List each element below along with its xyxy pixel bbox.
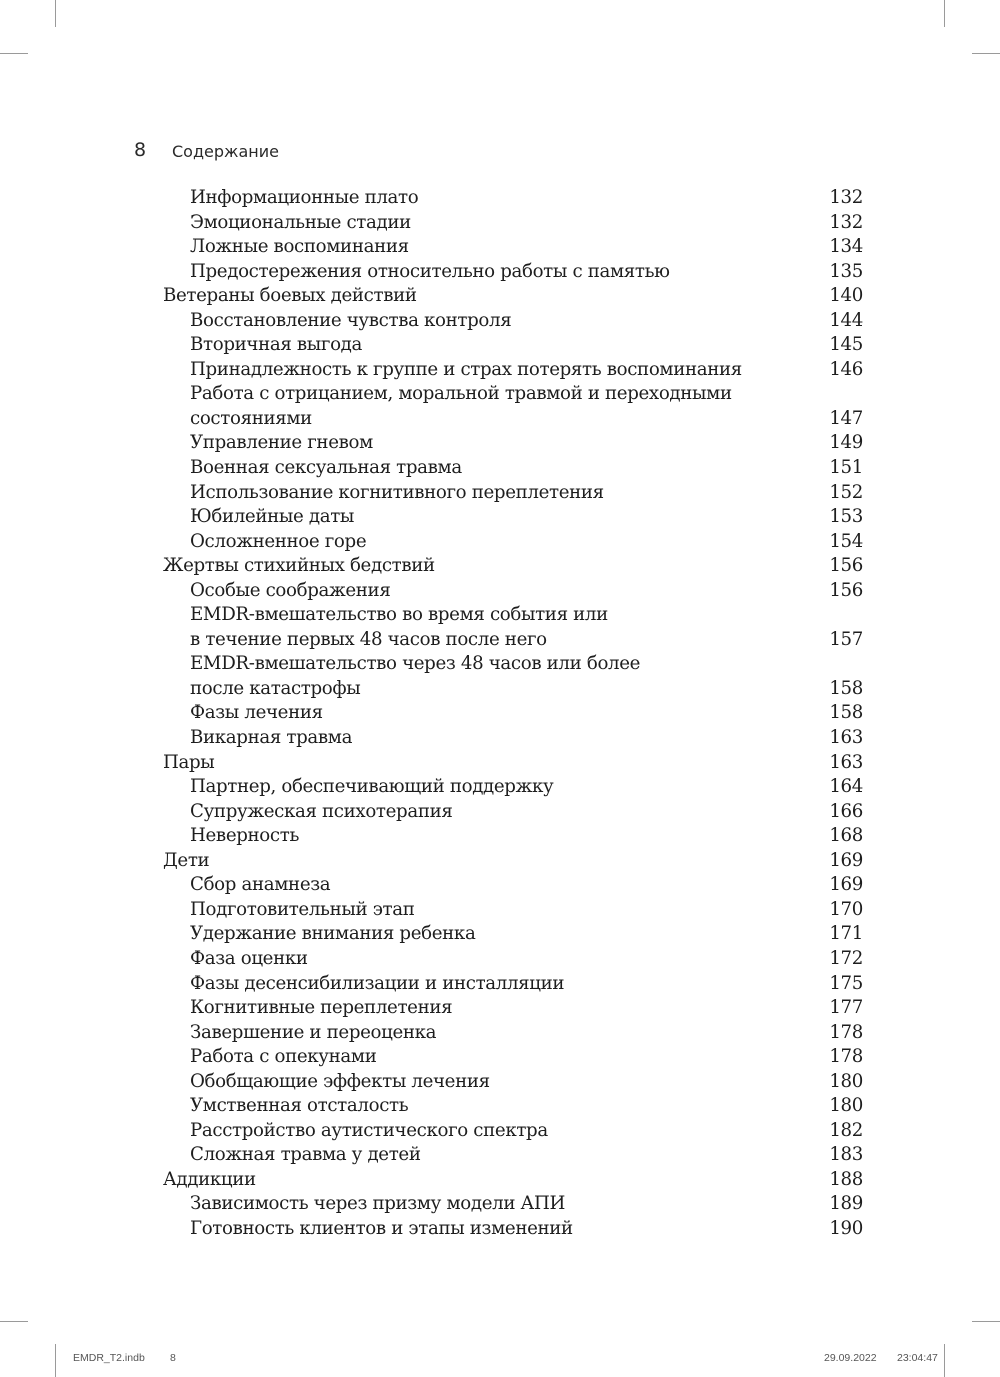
toc-entry-page: 157 [829,628,863,650]
toc-entry-label: Сбор анамнеза [190,874,331,896]
toc-entry-page: 168 [829,825,863,847]
toc-entry-label: EMDR-вмешательство во время события или [190,604,608,626]
toc-entry-label: Фаза оценки [190,947,308,969]
toc-entry-page: 156 [829,555,863,577]
toc-subsection-entry [163,505,863,530]
toc-subsection-entry [163,211,863,236]
toc-entry-page: 178 [829,1021,863,1043]
toc-entry-page: 189 [829,1193,863,1215]
toc-subsection-entry [163,260,863,285]
slug-date: 29.09.2022 [824,1352,877,1364]
slug-file-name: EMDR_T2.indb [73,1352,145,1364]
running-head-title: Содержание [172,142,279,161]
toc-subsection-entry [163,947,863,972]
toc-entry-page: 190 [829,1217,863,1239]
toc-subsection-entry [163,579,863,604]
toc-subsection-entry [163,1021,863,1046]
toc-entry-label: Удержание внимания ребенка [190,923,476,945]
toc-entry-label: Викарная травма [190,727,353,749]
toc-entry-page: 178 [829,1046,863,1068]
toc-subsection-entry [163,1094,863,1119]
toc-entry-label: Обобщающие эффекты лечения [190,1070,490,1092]
toc-entry-label: Жертвы стихийных бедствий [163,555,435,577]
toc-entry-label: EMDR-вмешательство через 48 часов или более [190,653,641,675]
crop-mark-top-left-vertical [55,0,56,27]
toc-entry-label: Управление гневом [190,432,373,454]
toc-entry-page: 158 [829,677,863,699]
toc-entry-label: Фазы лечения [190,702,323,724]
toc-entry-page: 188 [829,1168,863,1190]
toc-entry-label: Партнер, обеспечивающий поддержку [190,776,554,798]
toc-subsection-entry [163,1143,863,1168]
toc-subsection-entry [163,677,863,702]
toc-entry-page: 151 [829,457,863,479]
toc-subsection-entry [163,775,863,800]
toc-entry-label: Сложная травма у детей [190,1144,421,1166]
toc-subsection-entry [163,333,863,358]
toc-section-entry [163,849,863,874]
toc-subsection-entry [163,628,863,653]
crop-mark-top-left-horizontal [0,53,28,54]
toc-subsection-entry [163,407,863,432]
toc-entry-label: Ветераны боевых действий [163,285,417,307]
toc-subsection-entry [163,382,863,407]
toc-section-entry [163,554,863,579]
toc-subsection-entry [163,1217,863,1242]
toc-entry-page: 180 [829,1095,863,1117]
toc-entry-label: Пары [163,751,215,773]
toc-entry-label: Эмоциональные стадии [190,211,411,233]
toc-entry-label: Принадлежность к группе и страх потерять воспоминания [190,358,742,380]
toc-entry-page: 172 [829,947,863,969]
toc-entry-label: Ложные воспоминания [190,236,409,258]
toc-subsection-entry [163,186,863,211]
toc-section-entry [163,751,863,776]
toc-subsection-entry [163,530,863,555]
toc-entry-page: 182 [829,1119,863,1141]
toc-entry-page: 158 [829,702,863,724]
toc-entry-page: 175 [829,972,863,994]
toc-subsection-entry [163,1192,863,1217]
toc-subsection-entry [163,235,863,260]
toc-subsection-entry [163,898,863,923]
toc-subsection-entry [163,726,863,751]
toc-entry-page: 154 [829,530,863,552]
toc-entry-label: Завершение и переоценка [190,1021,437,1043]
toc-entry-label: после катастрофы [190,677,361,699]
toc-entry-label: Дети [163,849,210,871]
toc-subsection-entry [163,1119,863,1144]
slug-time: 23:04:47 [897,1352,938,1364]
toc-entry-page: 166 [829,800,863,822]
page-number: 8 [134,139,147,161]
toc-entry-label: Зависимость через призму модели АПИ [190,1193,565,1215]
toc-entry-label: Работа с опекунами [190,1046,377,1068]
toc-subsection-entry [163,603,863,628]
toc-entry-page: 183 [829,1144,863,1166]
toc-entry-label: Вторичная выгода [190,334,363,356]
toc-entry-label: состояниями [190,407,312,429]
toc-entry-label: Информационные плато [190,187,419,208]
toc-subsection-entry [163,701,863,726]
toc-subsection-entry [163,873,863,898]
toc-entry-page: 140 [829,285,863,307]
crop-mark-top-right-vertical [944,0,945,27]
crop-mark-bottom-right-vertical [944,1344,945,1377]
toc-entry-label: Военная сексуальная травма [190,457,462,479]
toc-entry-page: 164 [829,776,863,798]
toc-subsection-entry [163,456,863,481]
toc-subsection-entry [163,824,863,849]
toc-subsection-entry [163,652,863,677]
crop-mark-bottom-right-horizontal [972,1321,1000,1322]
toc-subsection-entry [163,309,863,334]
toc-subsection-entry [163,481,863,506]
toc-entry-label: Готовность клиентов и этапы изменений [190,1217,573,1239]
toc-subsection-entry [163,996,863,1021]
toc-entry-label: Работа с отрицанием, моральной травмой и переходными [190,383,732,405]
toc-entry-page: 144 [829,309,863,331]
toc-entry-page: 132 [829,187,863,208]
toc-entry-page: 163 [829,727,863,749]
toc-entry-label: Осложненное горе [190,530,367,552]
table-of-contents [163,186,863,1242]
toc-entry-label: Когнитивные переплетения [190,997,453,1019]
toc-entry-label: в течение первых 48 часов после него [190,628,547,650]
toc-entry-page: 153 [829,506,863,528]
toc-entry-page: 171 [829,923,863,945]
toc-subsection-entry [163,431,863,456]
toc-entry-page: 152 [829,481,863,503]
toc-entry-page: 169 [829,874,863,896]
toc-subsection-entry [163,922,863,947]
toc-entry-label: Восстановление чувства контроля [190,309,512,331]
toc-entry-label: Предостережения относительно работы с памятью [190,260,670,282]
crop-mark-bottom-left-horizontal [0,1321,28,1322]
toc-subsection-entry [163,972,863,997]
toc-entry-label: Супружеская психотерапия [190,800,453,822]
toc-entry-page: 145 [829,334,863,356]
toc-entry-label: Умственная отсталость [190,1095,409,1117]
toc-entry-page: 163 [829,751,863,773]
toc-subsection-entry [163,800,863,825]
toc-subsection-entry [163,358,863,383]
toc-entry-page: 180 [829,1070,863,1092]
slug-page-number: 8 [170,1352,176,1364]
crop-mark-top-right-horizontal [972,53,1000,54]
toc-subsection-entry [163,1070,863,1095]
toc-section-entry [163,284,863,309]
toc-entry-page: 156 [829,579,863,601]
toc-entry-page: 132 [829,211,863,233]
toc-entry-page: 177 [829,997,863,1019]
toc-subsection-entry [163,1045,863,1070]
toc-entry-page: 170 [829,898,863,920]
toc-entry-page: 134 [829,236,863,258]
toc-entry-label: Аддикции [163,1168,256,1190]
crop-mark-bottom-left-vertical [55,1344,56,1377]
toc-entry-label: Юбилейные даты [190,506,355,528]
toc-section-entry [163,1168,863,1193]
toc-entry-label: Фазы десенсибилизации и инсталляции [190,972,565,994]
toc-entry-label: Подготовительный этап [190,898,415,920]
toc-entry-page: 169 [829,849,863,871]
toc-entry-label: Неверность [190,825,299,847]
toc-entry-label: Особые соображения [190,579,391,601]
toc-entry-page: 146 [829,358,863,380]
toc-entry-label: Расстройство аутистического спектра [190,1119,548,1141]
toc-entry-page: 135 [829,260,863,282]
toc-entry-page: 149 [829,432,863,454]
toc-entry-label: Использование когнитивного переплетения [190,481,604,503]
toc-entry-page: 147 [829,407,863,429]
